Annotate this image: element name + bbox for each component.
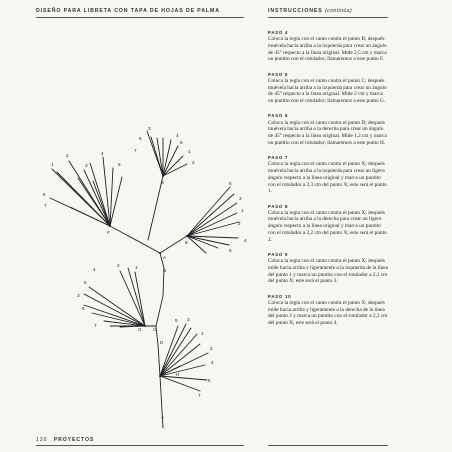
fan-f-label-7: 7 (44, 203, 47, 208)
step-title: PASO 8 (268, 203, 289, 209)
fan-e-label-6: 6 (229, 248, 232, 253)
footer-rule-right (268, 445, 388, 446)
step-title: PASO 5 (268, 71, 289, 77)
fan-c-label-1: 1 (135, 265, 138, 270)
step-text: Coloca la regla con el canto contra el punto B; después muévela hacia arriba a la izquierda para crear un ángulo de 45° respecto a la línea original. Mide 2,5 cm y marca un puntito con el rotulador; llamaremos a este punto F. (268, 36, 387, 63)
point-label-d: D (160, 340, 164, 345)
point-label-h: H (176, 372, 180, 377)
step-8 (268, 204, 388, 244)
instruction-steps (268, 30, 388, 335)
fan-d-label-4: 4 (211, 360, 214, 365)
fan-e-label-2: 2 (238, 221, 241, 226)
section-name: PROYECTOS (53, 437, 95, 443)
point-dots (109, 175, 188, 377)
fan-f-label-2: 2 (66, 153, 69, 158)
fan-e-label-5: 5 (229, 181, 232, 186)
stem-line (148, 176, 163, 240)
instructions-continued: (continúa) (325, 8, 353, 14)
fan-c-label-2: 2 (117, 263, 120, 268)
point-label-b: B (163, 268, 167, 273)
step-text: Coloca la regla con el canto contra el punto X; después muévela hacia arriba a la izquierda para crear un ligero ángulo respecto a la línea original y marca un puntito con el rotulador a 2,3 cm del punto X; este será el punto 1. (268, 161, 387, 195)
stem-line (110, 226, 160, 253)
fan-x-label-7: 7 (134, 148, 137, 153)
fan-d-label-2: 2 (210, 346, 213, 351)
fan-f-label-1: 1 (51, 162, 54, 167)
fan-f-label-3: 3 (85, 163, 88, 168)
step-5 (268, 72, 388, 105)
page-footer (36, 437, 94, 443)
step-text: Coloca la regla con el canto contra el punto X; después muévela hacia arriba a la derecha para crear un ligero ángulo respecto a la línea original y marca un puntito con el rotulador a 2,2 cm del punto X; este será el punto 2. (268, 209, 387, 243)
fan-number-labels (43, 126, 247, 398)
fan-x-label-2: 2 (192, 160, 195, 165)
step-text: Coloca la regla con el canto contra el punto X; después mide hacia arriba y ligeramente a la izquierda de la línea del punto 1 y marca un puntito con el rotulador a 2,2 cm del punto X; este será el punto 3. (268, 258, 388, 285)
step-text: Coloca la regla con el canto contra el punto X; después mide hacia arriba y ligeramente a la derecha de la línea del punto 2 y marca un puntito con el rotulador a 2,2 cm del punto X; este será el punto 4. (268, 299, 388, 327)
diagram-lines (50, 131, 239, 428)
running-header-title: DISEÑO PARA LIBRETA CON TAPA DE HOJAS DE PALMA (36, 8, 220, 14)
fan-f-label-6: 6 (43, 192, 46, 197)
fan-c-label-5: 5 (84, 280, 87, 285)
fan-d-label-7: 7 (198, 393, 201, 398)
footer-rule-left (36, 445, 244, 446)
step-title: PASO 6 (268, 113, 289, 119)
fan-f-label-5: 5 (118, 162, 121, 167)
fan-e-label-4: 4 (244, 238, 247, 243)
point-label-y: Y (161, 416, 165, 421)
page-number: 130 (36, 437, 48, 443)
instructions-title: INSTRUCCIONES (268, 8, 323, 14)
step-9 (268, 252, 388, 285)
fan-e-label-1: 1 (241, 208, 244, 213)
fan-x-label-5: 5 (139, 136, 142, 141)
point-label-f: F (107, 230, 110, 235)
point-label-c: C (153, 327, 157, 332)
point-label-g: G (138, 327, 142, 332)
fan-d-label-5: 5 (175, 318, 178, 323)
point-label-e: E (185, 240, 189, 245)
fan-d-label-6: 6 (208, 378, 211, 383)
fan-c-label-3: 3 (77, 293, 80, 298)
stem-line (160, 236, 187, 253)
fan-d-label-1: 1 (201, 331, 204, 336)
step-text: Coloca la regla con el canto contra el punto D; después muévela hacia arriba a la derecha para crear un ángulo de 45° respecto a la línea original. Mide 1,2 cm y marca un puntito con el rotulador; llamaremos a este punto H. (268, 119, 387, 146)
point-label-a: A (163, 255, 167, 260)
point-labels (107, 180, 188, 421)
fan-f-label-4: 4 (101, 151, 104, 156)
fan-c-label-7: 7 (94, 323, 97, 328)
step-10 (268, 294, 388, 327)
step-7 (268, 155, 388, 195)
step-text: Coloca la regla con el canto contra el punto C; después muévela hacia arriba a la izquierda para crear un ángulo de 45° respecto a la línea original. Mide 2 cm y marca un puntito con el rotulador; llamaremos a este punto G. (268, 77, 387, 105)
step-title: PASO 9 (268, 251, 289, 257)
fan-x-label-4: 4 (176, 133, 179, 138)
fan-x-label-6: 6 (180, 140, 183, 145)
step-title: PASO 4 (268, 30, 289, 35)
step-title: PASO 10 (268, 293, 292, 299)
point-label-x: X (161, 180, 165, 185)
step-6 (268, 113, 388, 146)
fan-x-label-1: 1 (188, 149, 191, 154)
step-title: PASO 7 (268, 155, 289, 161)
step-4 (268, 30, 388, 63)
fan-d-label-3: 3 (187, 317, 190, 322)
fan-c-label-6: 6 (82, 306, 85, 311)
fan-x-label-3: 3 (148, 126, 151, 131)
fan-c-label-4: 4 (93, 267, 96, 272)
fan-e-label-3: 3 (239, 196, 242, 201)
